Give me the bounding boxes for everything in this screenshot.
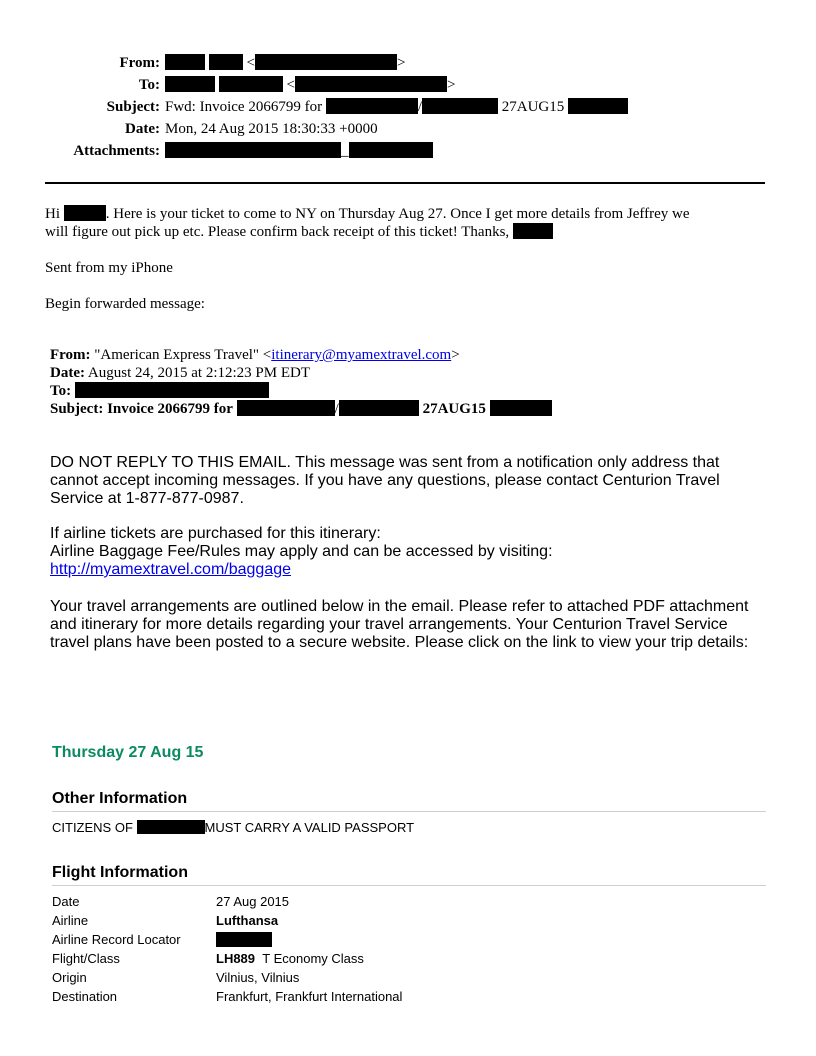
- fwd-date-value: August 24, 2015 at 2:12:23 PM EDT: [87, 365, 311, 381]
- flight-value: Vilnius, Vilnius: [216, 970, 300, 985]
- other-information-heading: Other Information: [52, 790, 766, 812]
- flight-value: [216, 930, 272, 949]
- fwd-from-email[interactable]: itinerary@myamextravel.com: [271, 347, 452, 363]
- attachments-label: Attachments:: [73, 143, 160, 159]
- message-text-1: . Here is your ticket to come to NY on Thursday Aug 27. Once I get more details from Jeffrey we: [105, 206, 690, 222]
- flight-label: Flight/Class: [52, 951, 120, 966]
- redaction: [209, 54, 243, 70]
- forwarded-intro: Begin forwarded message:: [45, 296, 205, 312]
- fwd-subject-date: 27AUG15: [422, 401, 486, 417]
- citizens-notice: [52, 818, 414, 837]
- from-label: From:: [119, 55, 160, 71]
- redaction: [64, 205, 106, 221]
- no-reply-notice: DO NOT REPLY TO THIS EMAIL. This message was sent from a notification only address that cannot accept incoming messages. If you have any questions, please contact Centurion Travel Service at 1-877-877-0987.: [50, 454, 720, 507]
- flight-value: Frankfurt, Frankfurt International: [216, 989, 403, 1004]
- redaction: [165, 142, 341, 158]
- airline-line-1: If airline tickets are purchased for this itinerary:: [50, 525, 381, 542]
- message-line-2: [45, 223, 775, 241]
- attachments-value[interactable]: _: [165, 140, 433, 162]
- fwd-to-row: [50, 382, 552, 400]
- flight-number: LH889: [216, 951, 256, 966]
- flight-label: Destination: [52, 989, 118, 1004]
- flight-label: Origin: [52, 970, 87, 985]
- flight-class: T Economy Class: [262, 951, 364, 966]
- citizens-prefix: CITIZENS OF: [52, 820, 133, 835]
- message-text-2: will figure out pick up etc. Please confirm back receipt of this ticket! Thanks,: [45, 224, 510, 240]
- forwarded-header: [50, 346, 552, 418]
- redaction: [339, 400, 419, 416]
- subject-text: Fwd: Invoice 2066799 for: [165, 99, 323, 115]
- redaction: [490, 400, 552, 416]
- fwd-from-close: >: [451, 347, 460, 363]
- flight-label: Airline: [52, 913, 89, 928]
- subject-date: 27AUG15: [501, 99, 565, 115]
- day-heading: Thursday 27 Aug 15: [52, 744, 204, 761]
- redaction: [422, 98, 498, 114]
- fwd-from-row: [50, 346, 552, 364]
- date-label: Date:: [125, 121, 160, 137]
- subject-value: Fwd: Invoice 2066799 for / 27AUG15: [165, 96, 628, 118]
- redaction: [349, 142, 433, 158]
- redaction: [295, 76, 447, 92]
- redaction: [216, 932, 272, 947]
- airline-info: [50, 525, 770, 579]
- flight-value: 27 Aug 2015: [216, 894, 290, 909]
- flight-label: Date: [52, 894, 80, 909]
- subject-label: Subject:: [106, 99, 160, 115]
- fwd-date-row: [50, 364, 552, 382]
- to-label: To:: [138, 77, 160, 93]
- sent-from: Sent from my iPhone: [45, 260, 173, 276]
- flight-value: Lufthansa: [216, 913, 279, 928]
- from-value: < >: [165, 52, 405, 74]
- fwd-date-label: Date:: [50, 365, 85, 381]
- flight-information-heading: Flight Information: [52, 864, 766, 886]
- fwd-from-name: "American Express Travel" <: [94, 347, 272, 363]
- redaction: [165, 76, 215, 92]
- redaction: [219, 76, 283, 92]
- to-value: < >: [165, 74, 455, 96]
- flight-label: Airline Record Locator: [52, 932, 181, 947]
- fwd-subject-label: Subject: Invoice 2066799 for: [50, 401, 233, 417]
- redaction: [513, 223, 553, 239]
- greeting: Hi: [45, 206, 60, 222]
- redaction: [237, 400, 335, 416]
- airline-line-2: Airline Baggage Fee/Rules may apply and can be accessed by visiting:: [50, 543, 553, 560]
- flight-value: [216, 949, 364, 968]
- fwd-to-label: To:: [50, 383, 72, 399]
- date-value: Mon, 24 Aug 2015 18:30:33 +0000: [165, 121, 378, 137]
- redaction: [75, 382, 269, 398]
- redaction: [568, 98, 628, 114]
- citizens-suffix: MUST CARRY A VALID PASSPORT: [204, 820, 415, 835]
- header-divider: [45, 182, 765, 184]
- baggage-link[interactable]: http://myamextravel.com/baggage: [50, 561, 292, 578]
- arrangements-text: Your travel arrangements are outlined below in the email. Please refer to attached PDF attachment and itinerary for more details regarding your travel arrangements. Your Centurion Travel Service travel plans have been posted to a secure website. Please click on the link to view your trip details:: [50, 598, 749, 651]
- redaction: [255, 54, 397, 70]
- redaction: [137, 820, 205, 834]
- fwd-subject-row: Subject: Invoice 2066799 for / 27AUG15: [50, 400, 552, 418]
- redaction: [165, 54, 205, 70]
- fwd-from-label: From:: [50, 347, 91, 363]
- message-body: [45, 205, 775, 241]
- message-line-1: [45, 205, 775, 223]
- redaction: [326, 98, 418, 114]
